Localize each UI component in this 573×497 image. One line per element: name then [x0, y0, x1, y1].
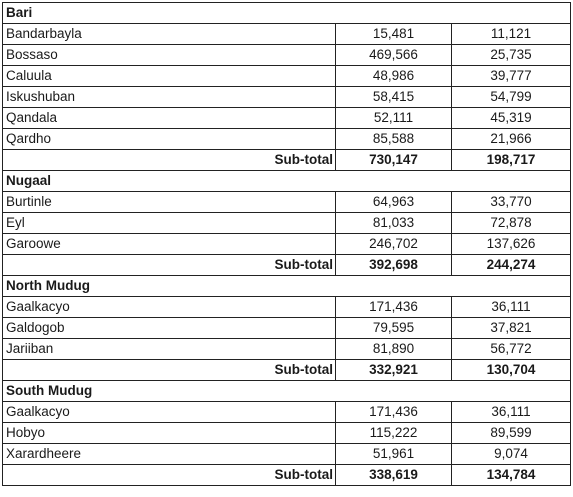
subtotal-value-1: 338,619	[336, 465, 452, 486]
value-col-2: 72,878	[452, 213, 571, 234]
region-header-row	[3, 381, 571, 402]
table-row	[3, 339, 571, 360]
subtotal-value-2: 244,274	[452, 255, 571, 276]
value-col-2: 56,772	[452, 339, 571, 360]
district-name: Qandala	[3, 108, 336, 129]
value-col-2: 11,121	[452, 24, 571, 45]
table-row	[3, 45, 571, 66]
table-row	[3, 444, 571, 465]
subtotal-value-1: 332,921	[336, 360, 452, 381]
district-name: Xarardheere	[3, 444, 336, 465]
district-name: Bandarbayla	[3, 24, 336, 45]
value-col-2: 33,770	[452, 192, 571, 213]
value-col-2: 36,111	[452, 297, 571, 318]
table-row	[3, 318, 571, 339]
district-name: Jariiban	[3, 339, 336, 360]
region-name: South Mudug	[3, 381, 571, 402]
table-row	[3, 402, 571, 423]
value-col-2: 36,111	[452, 402, 571, 423]
table-row	[3, 213, 571, 234]
subtotal-label: Sub-total	[3, 465, 336, 486]
district-name: Garoowe	[3, 234, 336, 255]
value-col-2: 25,735	[452, 45, 571, 66]
table-body	[3, 3, 571, 486]
value-col-1: 15,481	[336, 24, 452, 45]
subtotal-row	[3, 465, 571, 486]
table-row	[3, 297, 571, 318]
value-col-2: 45,319	[452, 108, 571, 129]
region-header-row	[3, 3, 571, 24]
value-col-1: 85,588	[336, 129, 452, 150]
value-col-1: 246,702	[336, 234, 452, 255]
value-col-1: 115,222	[336, 423, 452, 444]
district-name: Burtinle	[3, 192, 336, 213]
value-col-2: 54,799	[452, 87, 571, 108]
subtotal-label: Sub-total	[3, 255, 336, 276]
value-col-1: 171,436	[336, 297, 452, 318]
table-row	[3, 234, 571, 255]
subtotal-value-1: 730,147	[336, 150, 452, 171]
region-header-row	[3, 171, 571, 192]
district-name: Eyl	[3, 213, 336, 234]
region-name: Nugaal	[3, 171, 571, 192]
district-name: Gaalkacyo	[3, 402, 336, 423]
value-col-2: 37,821	[452, 318, 571, 339]
district-name: Hobyo	[3, 423, 336, 444]
value-col-2: 21,966	[452, 129, 571, 150]
value-col-1: 469,566	[336, 45, 452, 66]
value-col-2: 137,626	[452, 234, 571, 255]
district-name: Iskushuban	[3, 87, 336, 108]
value-col-1: 81,890	[336, 339, 452, 360]
value-col-2: 9,074	[452, 444, 571, 465]
table-row	[3, 24, 571, 45]
subtotal-row	[3, 150, 571, 171]
value-col-1: 79,595	[336, 318, 452, 339]
region-name: Bari	[3, 3, 571, 24]
table-row	[3, 423, 571, 444]
subtotal-value-2: 130,704	[452, 360, 571, 381]
value-col-1: 58,415	[336, 87, 452, 108]
value-col-1: 81,033	[336, 213, 452, 234]
table-row	[3, 108, 571, 129]
population-table	[2, 2, 571, 486]
district-name: Gaalkacyo	[3, 297, 336, 318]
value-col-1: 64,963	[336, 192, 452, 213]
value-col-1: 48,986	[336, 66, 452, 87]
table-row	[3, 129, 571, 150]
value-col-2: 39,777	[452, 66, 571, 87]
value-col-1: 52,111	[336, 108, 452, 129]
subtotal-value-2: 198,717	[452, 150, 571, 171]
subtotal-value-2: 134,784	[452, 465, 571, 486]
subtotal-value-1: 392,698	[336, 255, 452, 276]
population-table-container	[2, 2, 570, 486]
district-name: Caluula	[3, 66, 336, 87]
subtotal-label: Sub-total	[3, 360, 336, 381]
region-header-row	[3, 276, 571, 297]
table-row	[3, 192, 571, 213]
subtotal-row	[3, 255, 571, 276]
district-name: Qardho	[3, 129, 336, 150]
district-name: Bossaso	[3, 45, 336, 66]
value-col-1: 51,961	[336, 444, 452, 465]
district-name: Galdogob	[3, 318, 336, 339]
table-row	[3, 66, 571, 87]
region-name: North Mudug	[3, 276, 571, 297]
value-col-1: 171,436	[336, 402, 452, 423]
subtotal-label: Sub-total	[3, 150, 336, 171]
table-row	[3, 87, 571, 108]
subtotal-row	[3, 360, 571, 381]
value-col-2: 89,599	[452, 423, 571, 444]
